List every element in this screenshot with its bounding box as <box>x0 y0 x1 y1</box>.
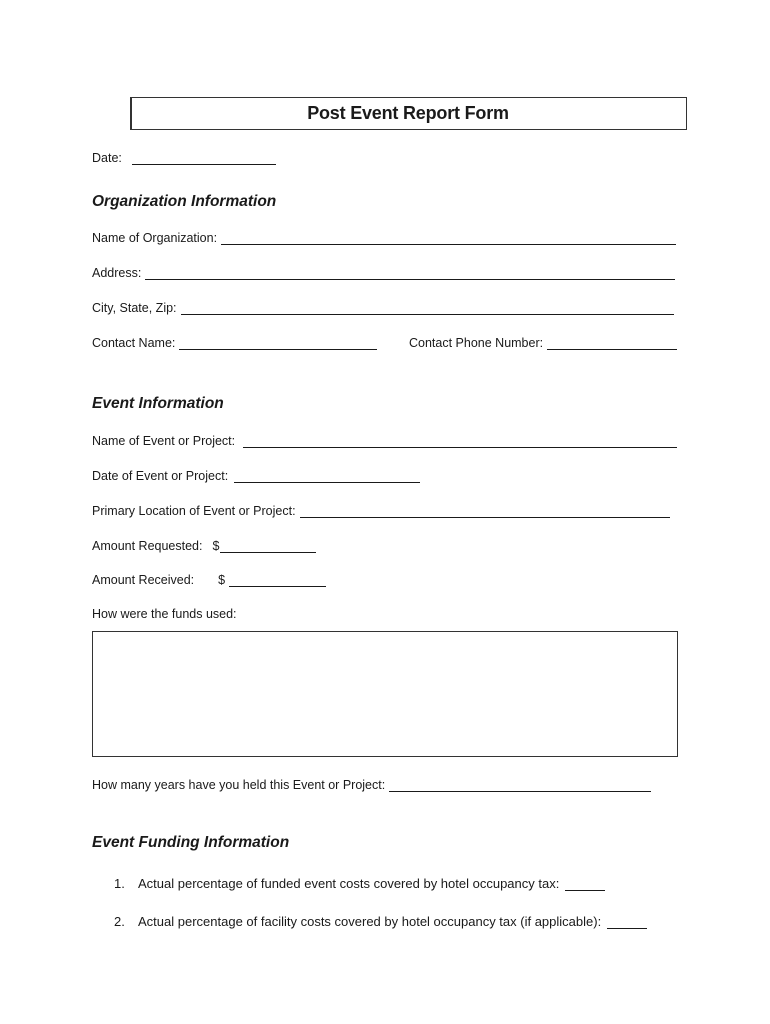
event-location-label: Primary Location of Event or Project: <box>92 504 296 518</box>
page-title: Post Event Report Form <box>307 103 509 123</box>
years-row <box>92 778 651 792</box>
contact-phone-label: Contact Phone Number: <box>409 336 544 350</box>
funding-item-2-field[interactable] <box>607 917 647 929</box>
event-name-field[interactable] <box>243 436 677 448</box>
amount-received-field[interactable] <box>229 575 326 587</box>
city-row <box>92 301 674 315</box>
years-label: How many years have you held this Event or Project: <box>92 778 386 792</box>
amount-requested-currency: $ <box>212 539 220 553</box>
address-label: Address: <box>92 266 142 280</box>
contact-name-field[interactable] <box>179 338 377 350</box>
amount-received-currency: $ <box>218 573 226 587</box>
title-box <box>130 97 687 130</box>
event-heading: Event Information <box>92 395 224 412</box>
city-field[interactable] <box>181 303 674 315</box>
organization-heading: Organization Information <box>92 193 277 210</box>
funding-item-1 <box>114 876 605 891</box>
org-name-label: Name of Organization: <box>92 231 218 245</box>
funds-used-label: How were the funds used: <box>92 607 237 621</box>
amount-requested-row <box>92 539 316 553</box>
funding-item-1-number: 1. <box>114 876 125 891</box>
funding-heading: Event Funding Information <box>92 834 290 851</box>
funding-item-2 <box>114 914 647 929</box>
event-location-field[interactable] <box>300 506 670 518</box>
contact-row <box>92 336 377 350</box>
amount-received-label: Amount Received: <box>92 573 195 587</box>
event-date-field[interactable] <box>234 471 420 483</box>
event-date-label: Date of Event or Project: <box>92 469 229 483</box>
event-name-label: Name of Event or Project: <box>92 434 236 448</box>
date-row <box>92 151 276 165</box>
contact-name-label: Contact Name: <box>92 336 176 350</box>
amount-received-row <box>92 573 326 587</box>
phone-row <box>409 336 677 350</box>
event-date-row <box>92 469 420 483</box>
funds-used-row <box>92 607 237 621</box>
funding-item-2-text: Actual percentage of facility costs covered by hotel occupancy tax (if applicable): <box>138 914 602 929</box>
city-label: City, State, Zip: <box>92 301 177 315</box>
funding-item-1-text: Actual percentage of funded event costs covered by hotel occupancy tax: <box>138 876 560 891</box>
amount-requested-label: Amount Requested: <box>92 539 203 553</box>
org-name-row <box>92 231 676 245</box>
funds-used-textarea[interactable] <box>92 631 678 757</box>
org-name-field[interactable] <box>221 233 676 245</box>
address-row <box>92 266 675 280</box>
years-field[interactable] <box>389 780 651 792</box>
event-name-row <box>92 434 677 448</box>
title-box-edge <box>130 98 132 129</box>
funding-item-1-field[interactable] <box>565 879 605 891</box>
funding-item-2-number: 2. <box>114 914 125 929</box>
date-field[interactable] <box>132 153 276 165</box>
contact-phone-field[interactable] <box>547 338 677 350</box>
address-field[interactable] <box>145 268 675 280</box>
event-location-row <box>92 504 670 518</box>
amount-requested-field[interactable] <box>220 541 316 553</box>
date-label: Date: <box>92 151 122 165</box>
